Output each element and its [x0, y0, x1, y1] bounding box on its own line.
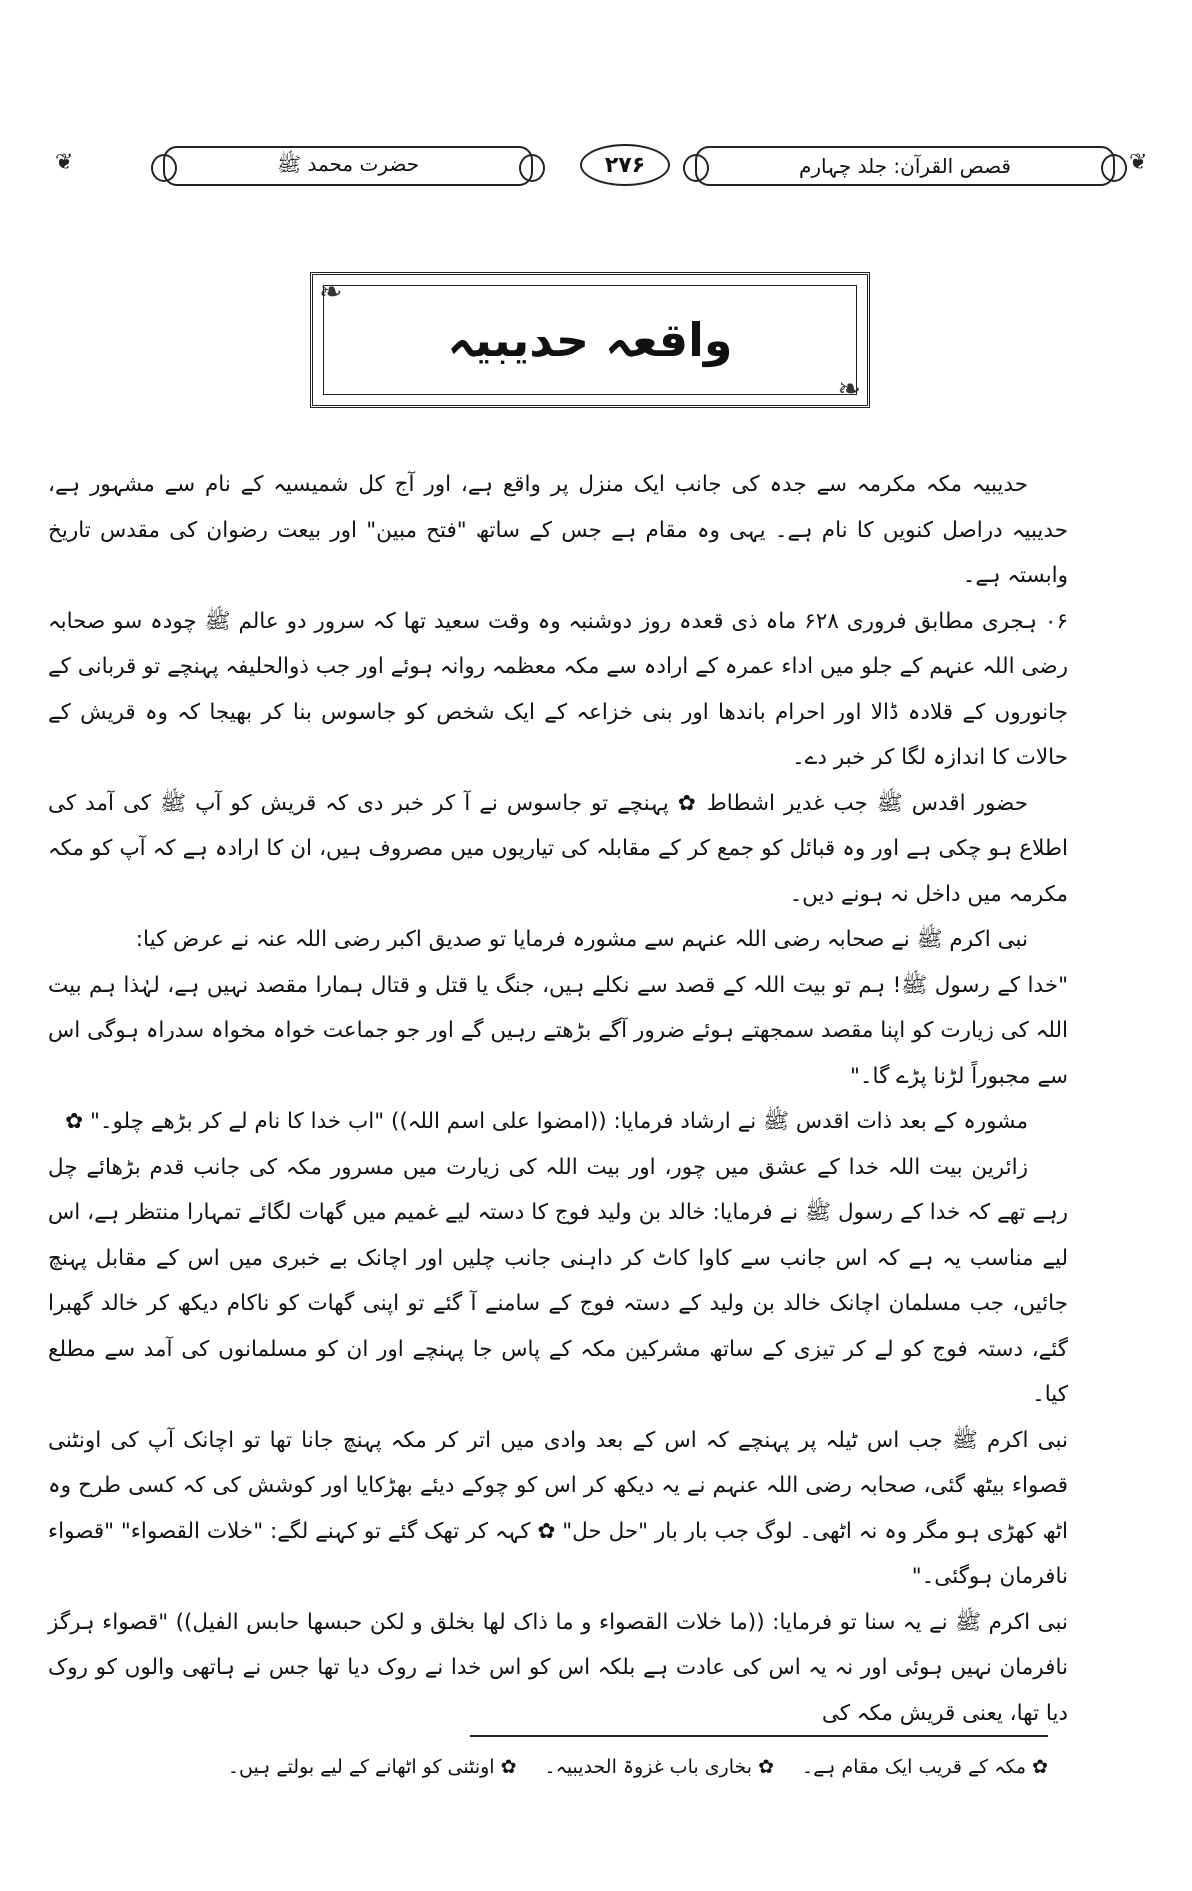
- paragraph: مشورہ کے بعد ذات اقدس ﷺ نے ارشاد فرمایا: ((امضوا علی اسم اللہ)) "اب خدا کا نام لے کر بڑھے چلو۔" ✿: [65, 1109, 1028, 1134]
- quotation: "خدا کے رسول ﷺ! ہم تو بیت اللہ کے قصد سے نکلے ہیں، جنگ یا قتل و قتال ہمارا مقصد نہیں ہے، لہٰذا ہم بیت اللہ کی زیارت کو اپنا مقصد سمجھتے ہوئے ضرور آگے بڑھتے رہیں گے اور جو جماعت خواہ مخواہ سدراہ ہوگی اس سے مجبوراً لڑنا پڑے گا۔": [48, 972, 1068, 1089]
- footnote: ✿ بخاری باب غزوۃ الحدیبیہ۔: [544, 1756, 775, 1778]
- section-title: واقعہ حدیبیہ: [447, 313, 733, 367]
- chapter-title-box: [163, 146, 533, 186]
- book-title: قصص القرآن: جلد چہارم: [799, 154, 1011, 178]
- paragraph: نبی اکرم ﷺ نے صحابہ رضی اللہ عنہم سے مشورہ فرمایا تو صدیق اکبر رضی اللہ عنہ نے عرض کیا:: [135, 927, 1028, 952]
- book-title-box: [695, 146, 1115, 186]
- footnote: ✿ مکہ کے قریب ایک مقام ہے۔: [802, 1756, 1048, 1778]
- paragraph: حضور اقدس ﷺ جب غدیر اشطاط ✿ پہنچے تو جاسوس نے آ کر خبر دی کہ قریش کو آپ ﷺ کی آمد کی اطلاع ہو چکی ہے اور وہ قبائل کو جمع کر کے مقابلہ کی تیاریوں میں مصروف ہیں، ان کا ارادہ ہے کہ آپ کو مکہ مکرمہ میں داخل نہ ہونے دیں۔: [48, 790, 1068, 907]
- footnotes: [200, 1752, 1048, 1782]
- page-header: [55, 138, 1148, 198]
- footnote-divider: [470, 1735, 1048, 1737]
- paragraph: ۰۶ ہجری مطابق فروری ۶۲۸ ماہ ذی قعدہ روز دوشنبہ وہ وقت سعید تھا کہ سرور دو عالم ﷺ چودہ سو صحابہ رضی اللہ عنہم کے جلو میں اداء عمرہ کے ارادہ سے مکہ معظمہ روانہ ہوئے اور جب ذوالحلیفہ پہنچے تو قربانی کے جانوروں کے قلادہ ڈالا اور احرام باندھا اور بنی خزاعہ کے ایک شخص کو جاسوس بنا کر بھیجا کہ وہ قریش کے حالات کا اندازہ لگا کر خبر دے۔: [48, 608, 1069, 770]
- title-frame: [310, 272, 870, 408]
- corner-ornament-icon: ❧: [837, 372, 861, 405]
- paragraph: نبی اکرم ﷺ نے یہ سنا تو فرمایا: ((ما خلات القصواء و ما ذاک لھا بخلق و لکن حبسھا حابس الفیل)) "قصواء ہرگز نافرمان نہیں ہوئی اور نہ یہ اس کی عادت ہے بلکہ اس کو اس خدا نے روک دیا تھا جس نے ہاتھی والوں کو روک دیا تھا، یعنی قریش مکہ کی: [48, 1609, 1068, 1726]
- paragraph: زائرین بیت اللہ خدا کے عشق میں چور، اور بیت اللہ کی زیارت میں مسرور مکہ کی جانب قدم بڑھائے چل رہے تھے کہ خدا کے رسول ﷺ نے فرمایا: خالد بن ولید فوج کا دستہ لیے غمیم میں گھات لگائے تمہارا منتظر ہے، اس لیے مناسب یہ ہے کہ اس جانب سے کاوا کاٹ کر داہنی جانب چلیں اور اچانک بے خبری میں اس کے مقابل پہنچ جائیں، جب مسلمان اچانک خالد بن ولید کے دستہ فوج کے سامنے آ گئے تو اپنی گھات کو ناکام دیکھ کر خالد گھبرا گئے، دستہ فوج کو لے کر تیزی کے ساتھ مشرکین مکہ کے پاس جا پہنچے اور ان کو مسلمانوں کی آمد سے مطلع کیا۔: [48, 1154, 1068, 1407]
- footnote: ✿ اونٹنی کو اٹھانے کے لیے بولتے ہیں۔: [227, 1756, 517, 1778]
- chapter-title: حضرت محمد ﷺ: [276, 151, 420, 176]
- main-text: [48, 462, 1068, 1736]
- corner-ornament-icon: ❧: [319, 275, 343, 308]
- paragraph: حدیبیہ مکہ مکرمہ سے جدہ کی جانب ایک منزل پر واقع ہے، اور آج کل شمیسیہ کے نام سے مشہور ہے، حدیبیہ دراصل کنویں کا نام ہے۔ یہی وہ مقام ہے جس کے ساتھ "فتح مبین" اور بیعت رضوان کی مقدس تاریخ وابستہ ہے۔: [48, 472, 1068, 588]
- header-ornament-left: ❦: [55, 150, 74, 175]
- paragraph: نبی اکرم ﷺ جب اس ٹیلہ پر پہنچے کہ اس کے بعد وادی میں اتر کر مکہ پہنچ جانا تھا تو اچانک آپ کی اونٹنی قصواء بیٹھ گئی، صحابہ رضی اللہ عنہم نے یہ دیکھ کر اس کو چوکے دیئے بھڑکایا اور کوشش کی کہ کسی طرح وہ اٹھ کھڑی ہو مگر وہ نہ اٹھی۔ لوگ جب بار بار "حل حل" ✿ کہہ کر تھک گئے تو کہنے لگے: "خلات القصواء" "قصواء نافرمان ہوگئی۔": [48, 1427, 1068, 1589]
- header-ornament-right: ❦: [1129, 150, 1148, 175]
- page-number: [580, 144, 670, 186]
- page-number-text: ۲۷۶: [604, 152, 646, 178]
